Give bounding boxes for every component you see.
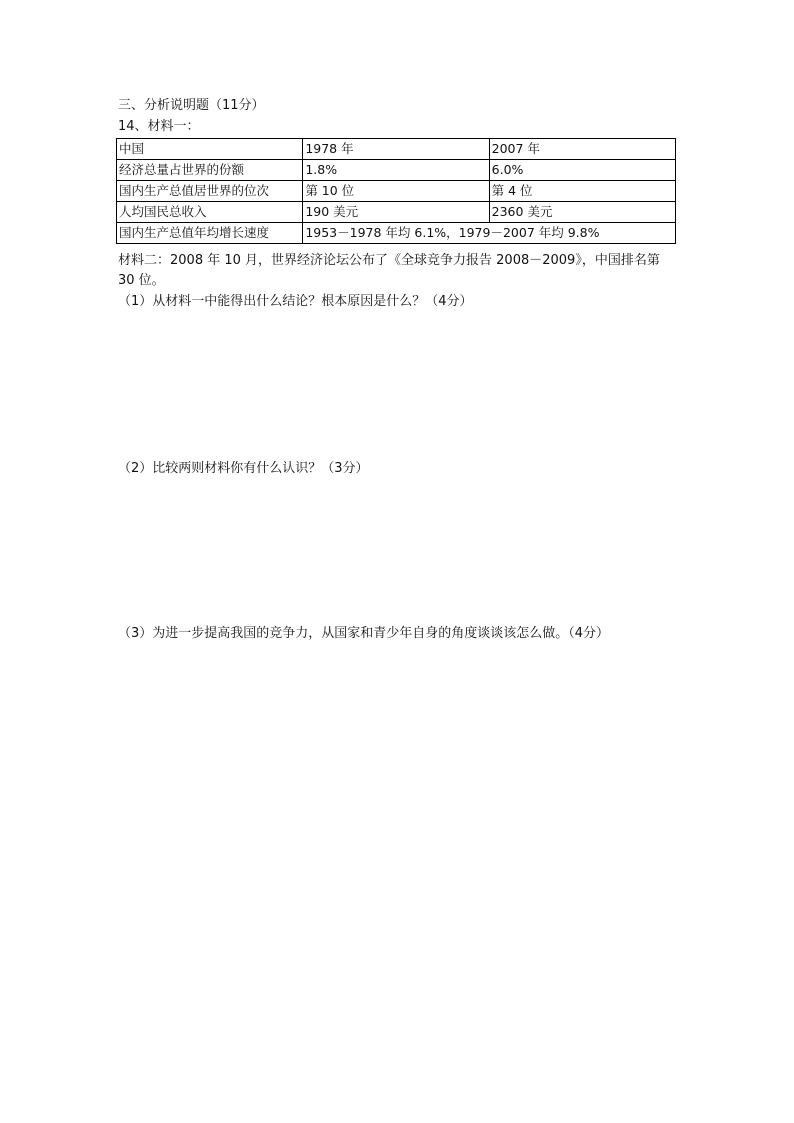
material-two-line: 材料二：2008 年 10 月，世界经济论坛公布了《全球竞争力报告 2008－2009》，中国排名第 — [118, 253, 660, 268]
table-cell: 第 4 位 — [489, 181, 675, 202]
question-2: （2）比较两则材料你有什么认识？（3分） — [118, 461, 369, 476]
table-cell: 2007 年 — [489, 139, 675, 160]
table-cell: 第 10 位 — [303, 181, 489, 202]
table-cell: 190 美元 — [303, 202, 489, 223]
table-cell: 经济总量占世界的份额 — [117, 160, 303, 181]
table-cell: 2360 美元 — [489, 202, 675, 223]
table-row — [117, 139, 676, 160]
material-one-label: 14、材料一： — [118, 119, 200, 134]
section-heading: 三、分析说明题（11分） — [118, 98, 265, 113]
table-row — [117, 160, 676, 181]
table-cell: 国内生产总值居世界的位次 — [117, 181, 303, 202]
table-cell: 6.0% — [489, 160, 675, 181]
table-row — [117, 223, 676, 244]
question-1: （1）从材料一中能得出什么结论？根本原因是什么？（4分） — [118, 294, 473, 309]
table-row — [117, 202, 676, 223]
material-one-table — [116, 138, 676, 244]
table-cell: 1953－1978 年均 6.1%，1979－2007 年均 9.8% — [303, 223, 676, 244]
table-cell: 1.8% — [303, 160, 489, 181]
question-3: （3）为进一步提高我国的竞争力，从国家和青少年自身的角度谈谈该怎么做。（4分） — [118, 626, 610, 641]
table-cell: 人均国民总收入 — [117, 202, 303, 223]
table-cell: 中国 — [117, 139, 303, 160]
table-cell: 1978 年 — [303, 139, 489, 160]
table-cell: 国内生产总值年均增长速度 — [117, 223, 303, 244]
material-two — [118, 251, 688, 291]
table-row — [117, 181, 676, 202]
material-two-line: 30 位。 — [118, 273, 165, 288]
